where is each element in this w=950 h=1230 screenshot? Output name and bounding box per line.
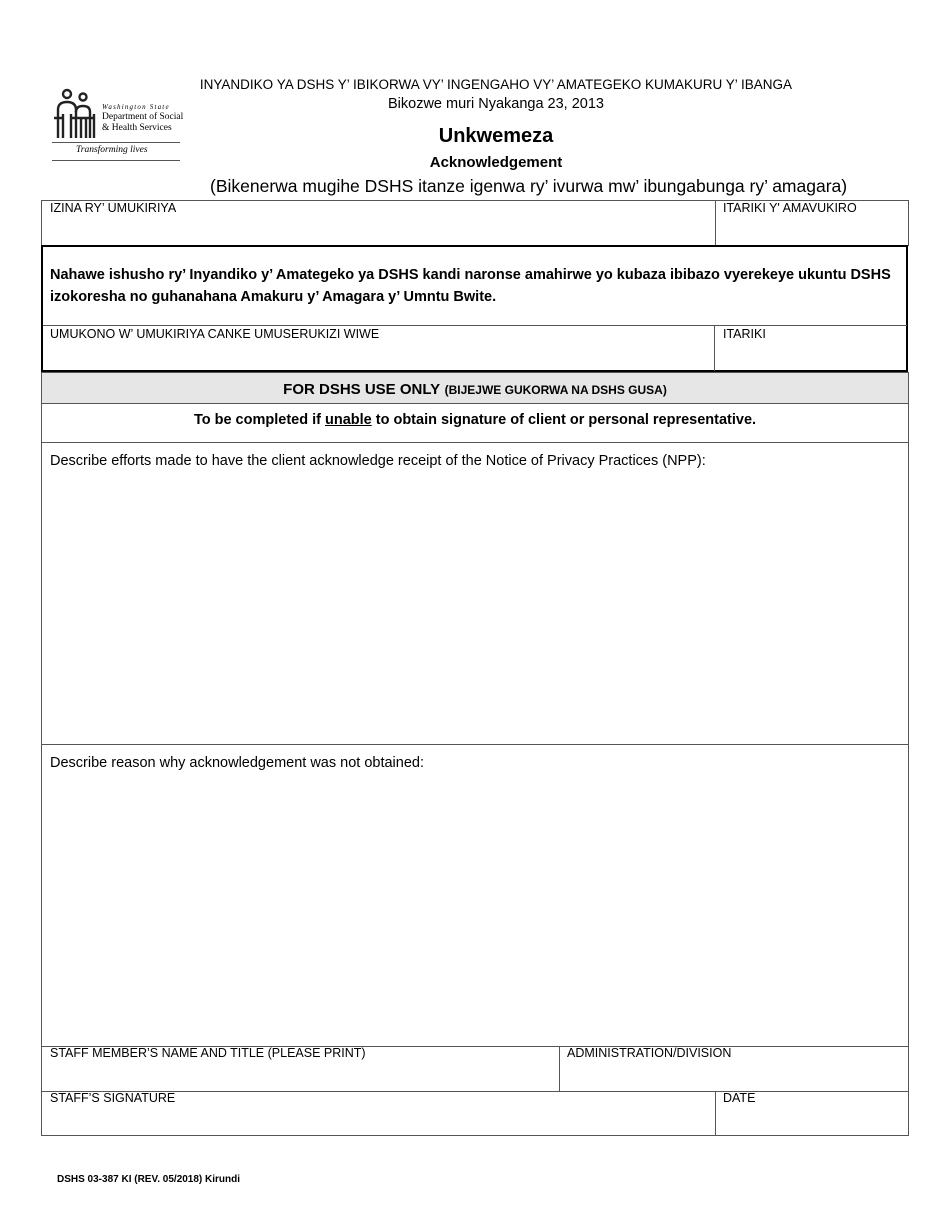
staff-date-field[interactable] xyxy=(717,1106,907,1134)
signature-date-label: ITARIKI xyxy=(723,327,766,341)
form-date-line: Bikozwe muri Nyakanga 23, 2013 xyxy=(387,96,604,112)
birth-date-label: ITARIKI Y' AMAVUKIRO xyxy=(723,201,857,215)
family-figures-icon xyxy=(52,88,100,140)
form-number: DSHS 03-387 KI (REV. 05/2018) Kirundi xyxy=(57,1174,241,1185)
logo-rule-bottom xyxy=(52,160,180,161)
administration-label: ADMINISTRATION/DIVISION xyxy=(567,1046,732,1060)
dshs-logo xyxy=(50,88,182,164)
logo-rule xyxy=(52,142,180,143)
efforts-textarea[interactable] xyxy=(46,476,906,742)
staff-signature-label: STAFF’S SIGNATURE xyxy=(50,1091,176,1105)
staff-signature-field[interactable] xyxy=(44,1106,712,1134)
staff-date-label: DATE xyxy=(723,1091,756,1105)
form-title-line: INYANDIKO YA DSHS Y’ IBIKORWA VY’ INGENGAHO VY’ AMATEGEKO KUMAKURU Y’ IBANGA xyxy=(199,77,793,92)
administration-field[interactable] xyxy=(562,1061,907,1089)
instruction-underlined: unable xyxy=(324,412,372,428)
instruction-pre: To be completed if xyxy=(193,412,325,428)
divider xyxy=(714,325,715,371)
client-name-field[interactable] xyxy=(44,216,712,244)
page-title: Unkwemeza xyxy=(438,125,554,147)
client-signature-field[interactable] xyxy=(44,342,712,370)
instruction-text xyxy=(41,412,909,428)
dshs-use-only-heading xyxy=(41,381,909,399)
logo-dept-line1: Department of Social xyxy=(102,112,184,122)
page-subtitle: (Bikenerwa mugihe DSHS itanze igenwa ry’ ivurwa mw’ ibungabunga ry’ amagara) xyxy=(210,176,848,196)
logo-tagline: Transforming lives xyxy=(76,145,148,155)
logo-dept-line2: & Health Services xyxy=(102,123,172,133)
acknowledgement-statement: Nahawe ishusho ry’ Inyandiko y’ Amategeko ya DSHS kandi naronse amahirwe yo kubaza ibibazo vyerekeye ukuntu DSHS izokoresha no guhanahana Amakuru y’ Amagara y’ Umntu Bwite. xyxy=(50,267,891,305)
staff-name-field[interactable] xyxy=(44,1061,556,1089)
logo-state: Washington State xyxy=(102,103,170,111)
dshs-use-only-sub: (BIJEJWE GUKORWA NA DSHS GUSA) xyxy=(444,383,667,397)
staff-name-label: STAFF MEMBER’S NAME AND TITLE (PLEASE PRINT) xyxy=(50,1046,366,1060)
signature-date-field[interactable] xyxy=(717,342,905,370)
reason-textarea[interactable] xyxy=(46,778,906,1044)
efforts-label: Describe efforts made to have the client acknowledge receipt of the Notice of Privacy Practices (NPP): xyxy=(50,453,706,469)
instruction-post: to obtain signature of client or personal representative. xyxy=(371,412,757,428)
page-title-english: Acknowledgement xyxy=(429,154,563,171)
divider xyxy=(559,1047,560,1091)
divider xyxy=(43,325,907,326)
client-signature-label: UMUKONO W’ UMUKIRIYA CANKE UMUSERUKIZI WIWE xyxy=(50,327,380,341)
logo-dept xyxy=(102,112,183,134)
divider xyxy=(715,201,716,245)
birth-date-field[interactable] xyxy=(717,216,907,244)
divider xyxy=(715,1092,716,1135)
client-name-label: IZINA RY’ UMUKIRIYA xyxy=(50,201,177,215)
dshs-use-only-main: FOR DSHS USE ONLY xyxy=(283,381,441,398)
reason-label: Describe reason why acknowledgement was not obtained: xyxy=(50,755,424,771)
